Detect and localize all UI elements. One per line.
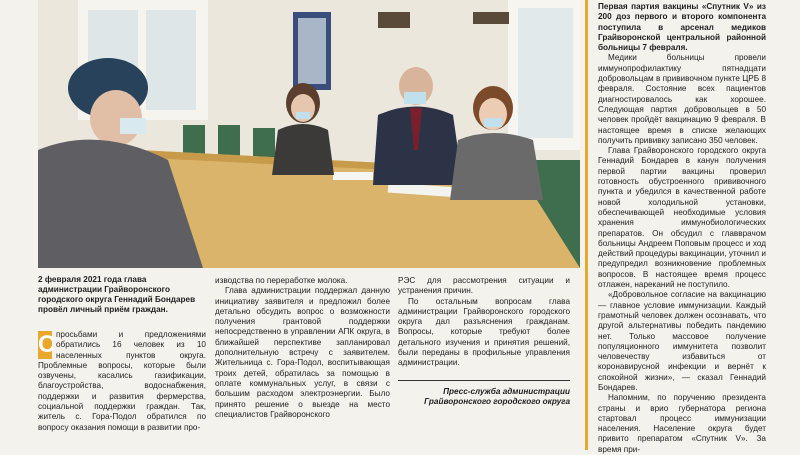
column-divider — [585, 0, 588, 450]
article-lead-text: просьбами и предложениями обратились 16 человек из 10 населенных пунктов округа. Проблемные вопросы, которые были озвучены, касались газификации, благоустройства, водоснабжения, поддержки и развития фермерства, социальной поддержки граждан. Так, житель с. Гора-Подол обратился по вопросу оказания помощи в развитии про- — [38, 330, 206, 432]
meeting-photo-illustration — [38, 0, 580, 268]
photo-caption: 2 февраля 2021 года глава администрации Грайворонского городского округа Геннадий Бондарев провёл личный приём граждан. — [38, 275, 196, 314]
article-paragraph: По остальным вопросам глава администрации Грайворонского городского округа дал разъяснения гражданам. Вопросы, которые требуют более детального изучения и принятия решений, были переданы в профильные управления администрации. — [398, 296, 570, 368]
sidebar-paragraph: Медики больницы провели иммунопрофилактику пятнадцати добровольцам в прививочном пункте ЦРБ 8 февраля. Состояние всех пациентов диагностировалось как хорошее. Следующая партия добровольцев в 50 человек пройдёт вакцинацию 9 февраля. В настоящее время в списке желающих получить прививку записано 350 человек. — [598, 53, 766, 145]
sidebar-lead: Первая партия вакцины «Спутник V» из 200 доз первого и второго компонента поступила в арсенал медиков Грайворонской центральной районной больницы 7 февраля. — [598, 2, 766, 53]
article-signature: Пресс-служба администрации Грайворонского городского округа — [398, 380, 570, 407]
meeting-photo — [38, 0, 580, 268]
article-paragraph: изводства по переработке молока. — [215, 276, 348, 285]
article-lead-paragraph — [38, 330, 206, 433]
article-paragraph: Глава администрации поддержал данную инициативу заявителя и предложил более детально обсудить вопрос о возможности получения грантовой поддержки непосредственно в управлении АПК округа, в ближайшей перспективе запланировал дополнительную встречу с заявителем. Жительница с. Гора-Подол, воспитывающая троих детей, обратилась за помощью в оплате коммунальных услуг, в связи с большим расходом электроэнергии. Было принято решение о выезде на место специалистов Грайворонского — [215, 286, 390, 419]
sidebar-paragraph: Напомним, по поручению президента страны и врио губернатора региона стартовал процесс иммунизации населения. Население округа будет привито препаратом «Спутник V». За время при- — [598, 393, 766, 454]
sidebar-paragraph: Глава Грайворонского городского округа Геннадий Бондарев в канун получения первой партии вакцины проверил готовность обустроенного прививочного пункта и убедился в качественной работе новой холодильной установки, обеспечивающей необходимые условия хранения иммунобиологических препаратов. Он обсудил с главврачом больницы Андреем Поповым процесс и ход действий процедуры вакцинации, уточнил и предупредил возникновение проблемных вопросов. В настоящее время процесс отлажен, нареканий не поступило. — [598, 146, 766, 290]
article-column-1 — [38, 330, 206, 433]
article-column-2 — [215, 276, 390, 420]
sidebar-paragraph: «Добровольное согласие на вакцинацию — главное условие иммунизации. Каждый грамотный человек должен осознавать, что другой альтернативы победить пандемию нет. Только массовое получение популяционного иммунитета позволит человечеству избавиться от коронавирусной инфекции и вернёт к спокойной жизни», — сказал Геннадий Бондарев. — [598, 290, 766, 392]
sidebar-article — [598, 2, 766, 455]
drop-cap: С — [38, 331, 56, 358]
article-paragraph: РЭС для рассмотрения ситуации и устранения причин. — [398, 276, 570, 296]
article-column-3 — [398, 276, 570, 369]
